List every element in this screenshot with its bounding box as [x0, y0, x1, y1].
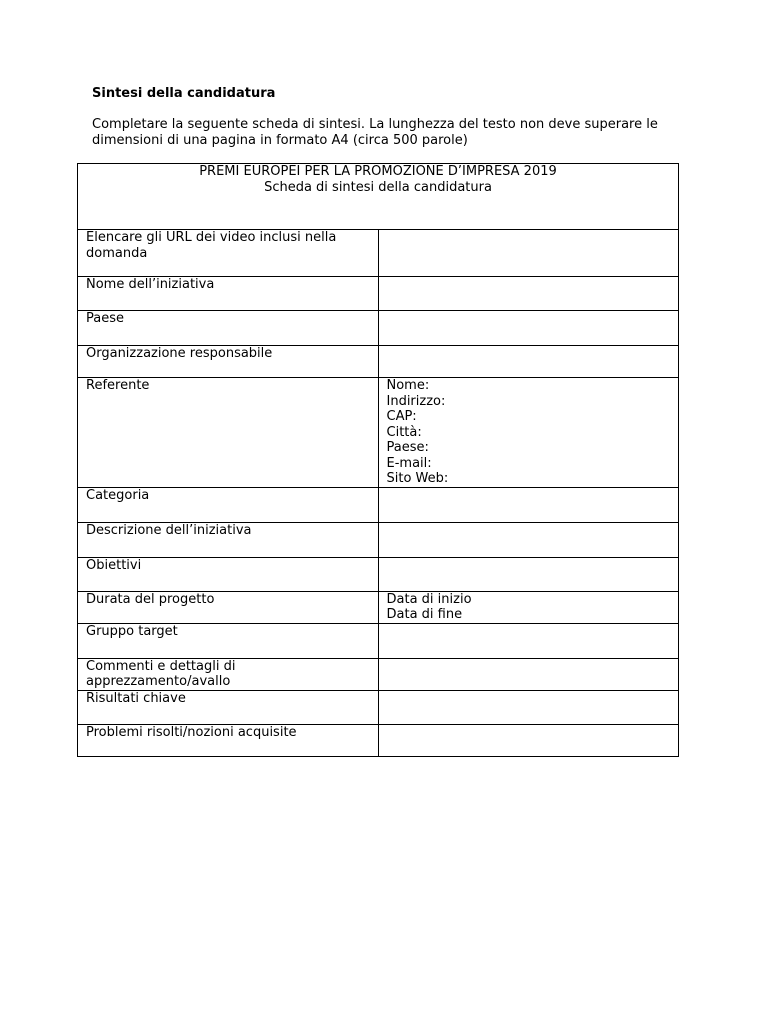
row-value-video-urls[interactable]	[378, 230, 679, 277]
table-row	[78, 311, 679, 346]
contact-field-country: Paese:	[386, 440, 429, 455]
intro-paragraph: Completare la seguente scheda di sintesi. La lunghezza del testo non deve superare le dimensioni di una pagina in formato A4 (circa 500 parole)	[92, 117, 658, 148]
row-value-key-results[interactable]	[378, 690, 679, 724]
contact-field-address: Indirizzo:	[386, 393, 446, 409]
duration-start-date: Data di inizio	[386, 591, 472, 607]
row-label-video-urls: Elencare gli URL dei video inclusi nella domanda	[78, 230, 379, 277]
table-row	[78, 378, 679, 488]
table-row	[78, 690, 679, 724]
application-summary-table	[77, 163, 679, 757]
table-row	[78, 658, 679, 690]
table-header-cell	[78, 164, 679, 230]
row-value-target-group[interactable]	[378, 623, 679, 658]
row-label-initiative-name: Nome dell’iniziativa	[78, 277, 379, 311]
row-label-duration: Durata del progetto	[78, 591, 379, 623]
contact-field-name: Nome:	[386, 378, 430, 393]
table-row	[78, 522, 679, 557]
contact-field-website: Sito Web:	[386, 471, 449, 486]
row-label-lessons-learned: Problemi risolti/nozioni acquisite	[78, 724, 379, 756]
row-value-comments[interactable]	[378, 658, 679, 690]
row-label-category: Categoria	[78, 487, 379, 522]
row-label-key-results: Risultati chiave	[78, 690, 379, 724]
table-row	[78, 346, 679, 378]
row-value-objectives[interactable]	[378, 557, 679, 591]
row-value-category[interactable]	[378, 487, 679, 522]
row-label-objectives: Obiettivi	[78, 557, 379, 591]
row-value-organization[interactable]	[378, 346, 679, 378]
table-header-row	[78, 164, 679, 230]
table-row	[78, 230, 679, 277]
row-value-country[interactable]	[378, 311, 679, 346]
page-title: Sintesi della candidatura	[92, 86, 276, 101]
row-label-contact: Referente	[78, 378, 379, 488]
table-row	[78, 277, 679, 311]
row-value-duration[interactable]	[378, 591, 679, 623]
row-label-country: Paese	[78, 311, 379, 346]
form-title: PREMI EUROPEI PER LA PROMOZIONE D’IMPRESA 2019	[199, 164, 557, 179]
row-value-description[interactable]	[378, 522, 679, 557]
row-label-organization: Organizzazione responsabile	[78, 346, 379, 378]
row-value-lessons-learned[interactable]	[378, 724, 679, 756]
table-row	[78, 557, 679, 591]
row-value-initiative-name[interactable]	[378, 277, 679, 311]
contact-field-city: Città:	[386, 424, 422, 440]
row-label-comments: Commenti e dettagli di apprezzamento/avallo	[78, 658, 379, 690]
contact-field-postcode: CAP:	[386, 409, 417, 424]
table-row	[78, 591, 679, 623]
contact-field-email: E-mail:	[386, 455, 432, 471]
form-subtitle: Scheda di sintesi della candidatura	[264, 179, 492, 195]
row-value-contact[interactable]	[378, 378, 679, 488]
table-row	[78, 623, 679, 658]
table-row	[78, 487, 679, 522]
row-label-description: Descrizione dell’iniziativa	[78, 522, 379, 557]
table-row	[78, 724, 679, 756]
duration-end-date: Data di fine	[386, 607, 463, 622]
row-label-target-group: Gruppo target	[78, 623, 379, 658]
